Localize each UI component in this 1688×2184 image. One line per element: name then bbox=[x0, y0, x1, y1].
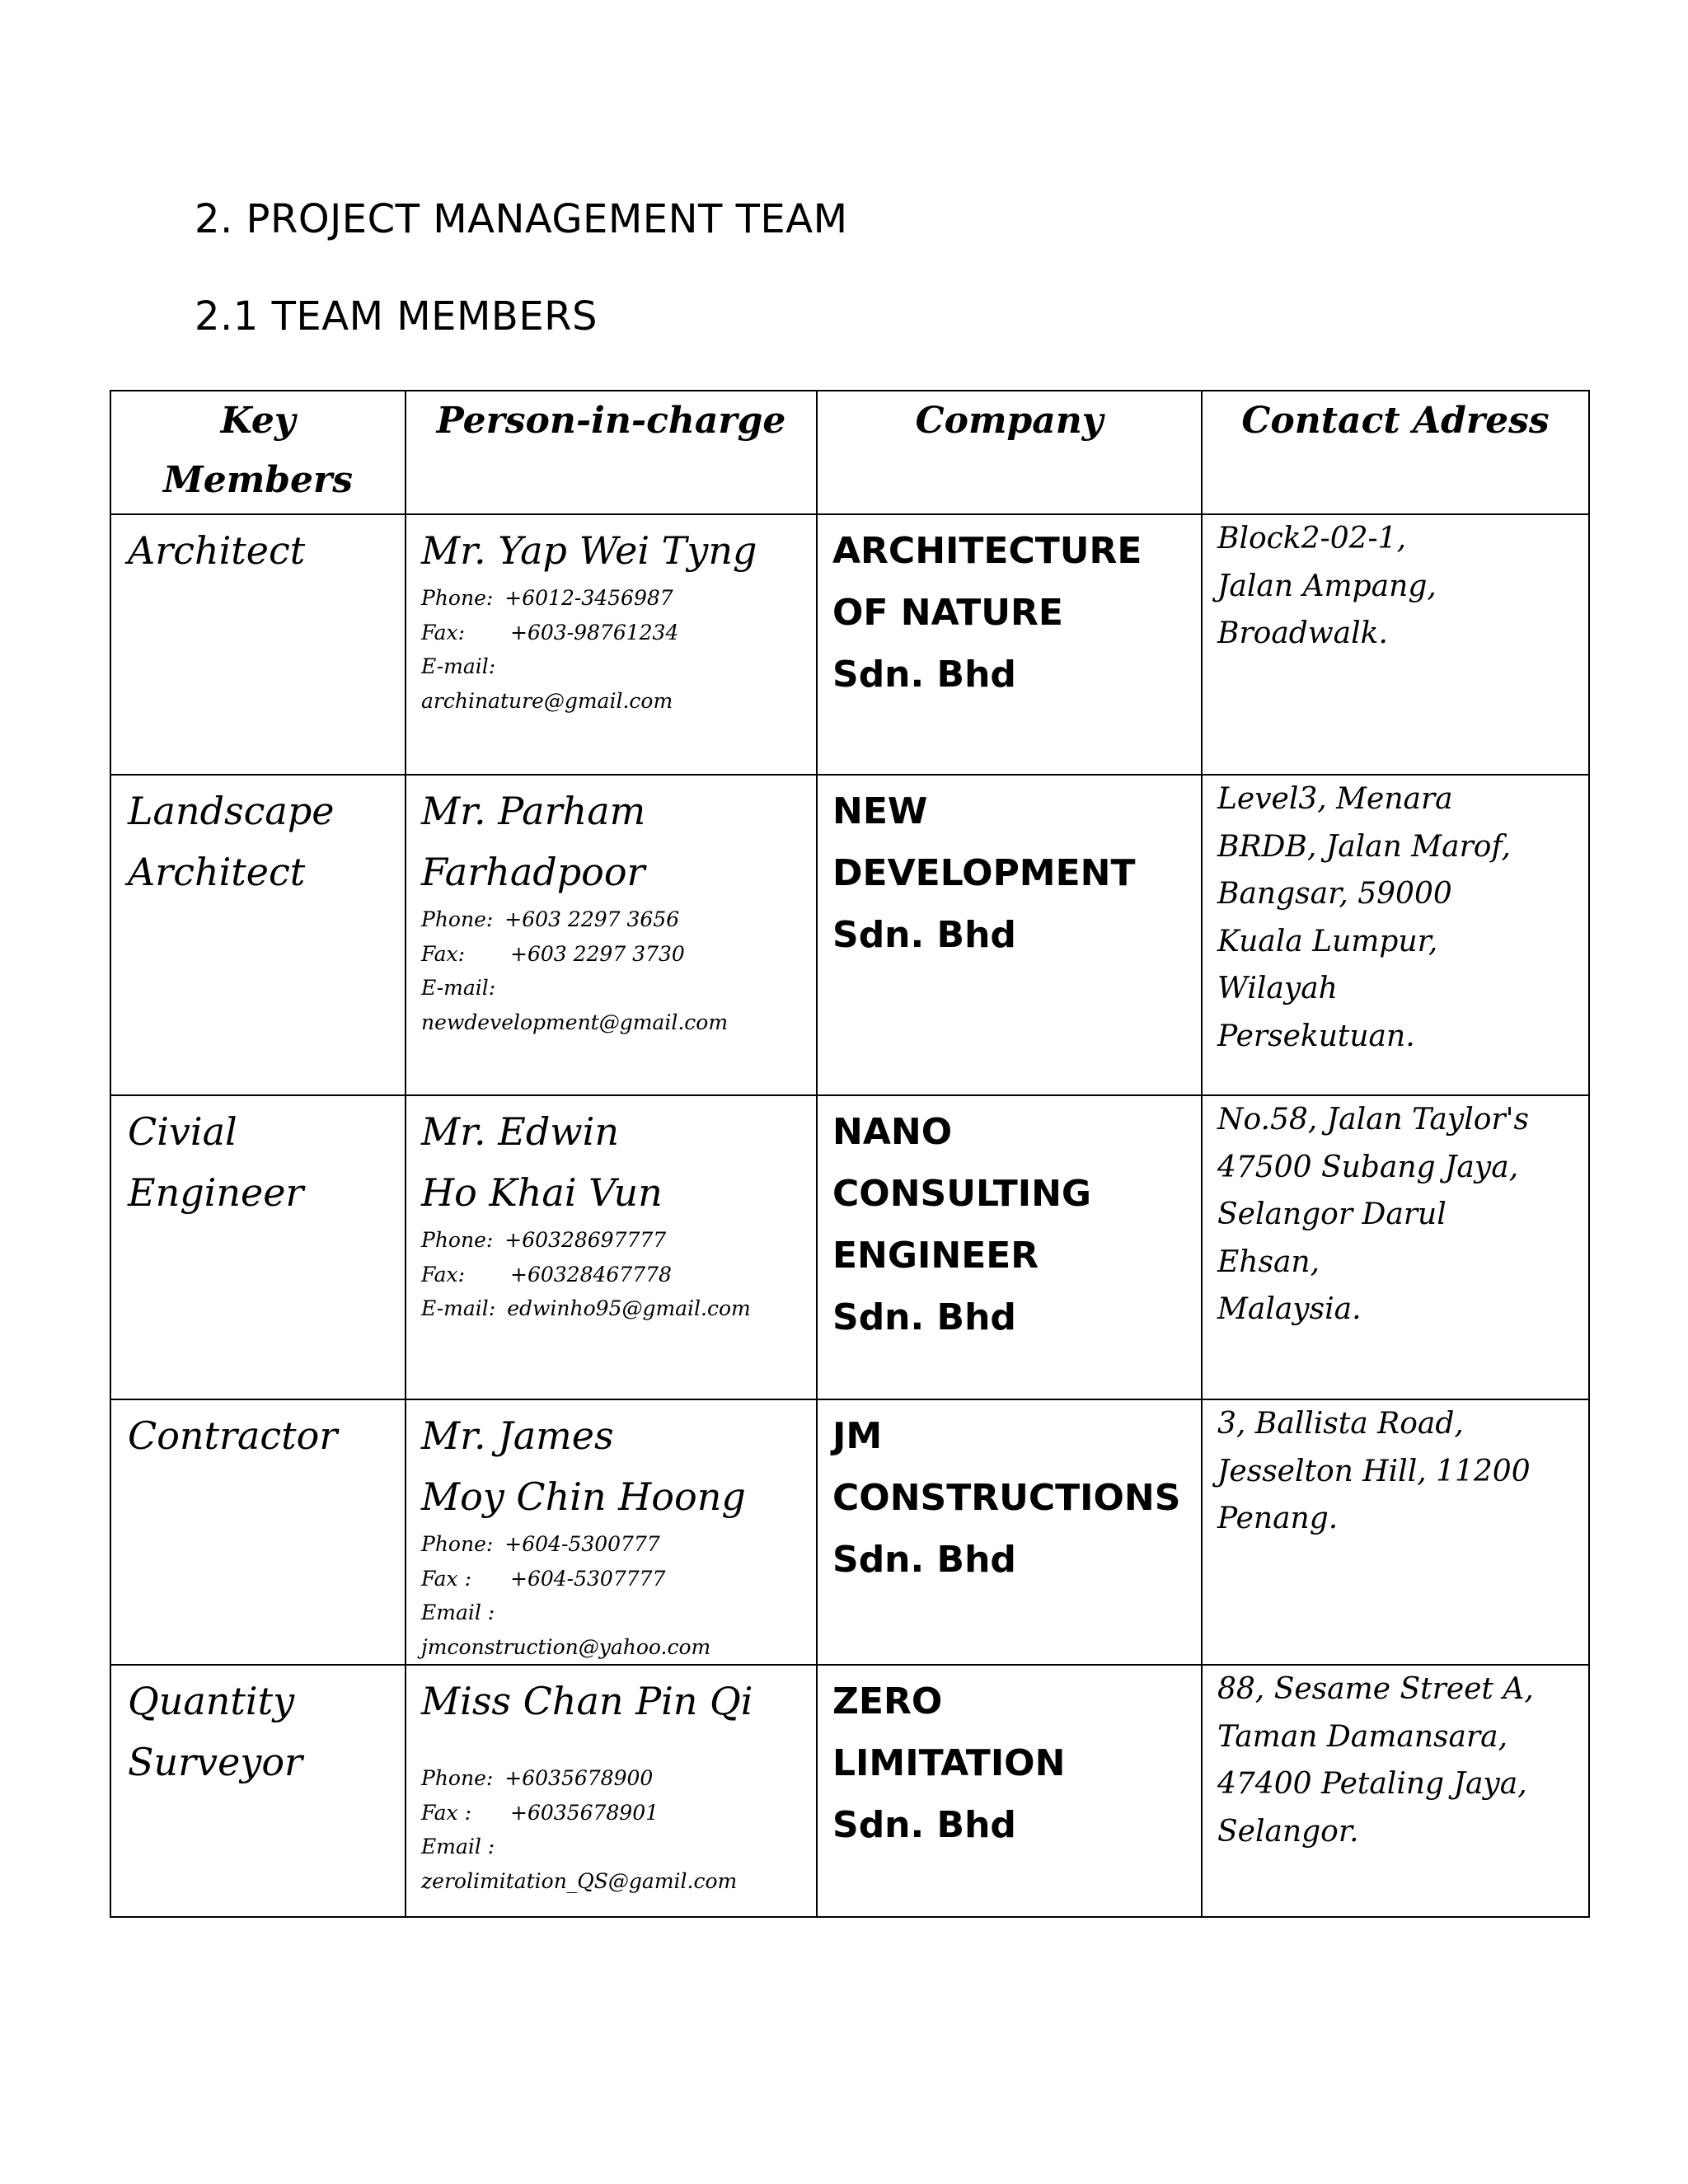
email-value: zerolimitation_QS@gamil.com bbox=[421, 1868, 738, 1893]
company-line: NEW bbox=[832, 790, 928, 832]
fax-line bbox=[421, 937, 809, 972]
company-line: Sdn. Bhd bbox=[832, 1296, 1016, 1338]
company-line: DEVELOPMENT bbox=[832, 852, 1136, 894]
company-line: LIMITATION bbox=[832, 1742, 1066, 1784]
role-line: Contractor bbox=[128, 1413, 338, 1458]
role-cell bbox=[110, 1665, 406, 1917]
role-line: Architect bbox=[128, 528, 306, 573]
phone-label: Phone: bbox=[421, 907, 494, 931]
fax-label: Fax : bbox=[421, 1800, 472, 1825]
fax-value: +603 2297 3730 bbox=[510, 941, 685, 966]
phone-value: +6035678900 bbox=[504, 1766, 654, 1790]
person-name-line: Moy Chin Hoong bbox=[421, 1474, 746, 1519]
role-line: Quantity bbox=[128, 1679, 295, 1723]
company-cell bbox=[817, 1095, 1202, 1399]
header-key-members-line: Key bbox=[220, 400, 296, 442]
address-line: Kuala Lumpur, bbox=[1217, 924, 1438, 958]
fax-line bbox=[421, 1562, 809, 1596]
email-label: E-mail: bbox=[421, 1296, 496, 1320]
person-name-line: Ho Khai Vun bbox=[421, 1170, 663, 1215]
phone-label: Phone: bbox=[421, 1532, 494, 1556]
address-line: Bangsar, 59000 bbox=[1217, 877, 1452, 911]
person-cell bbox=[406, 775, 817, 1095]
company-line: ENGINEER bbox=[832, 1235, 1039, 1277]
person-name-line: Mr. James bbox=[421, 1413, 614, 1458]
role-line: Landscape bbox=[128, 789, 335, 833]
table-row bbox=[110, 1665, 1589, 1917]
address-line: Persekutuan. bbox=[1217, 1019, 1415, 1053]
table-header-row bbox=[110, 391, 1589, 514]
company-line: ZERO bbox=[832, 1680, 943, 1722]
email-line bbox=[421, 1291, 809, 1326]
phone-line bbox=[421, 581, 809, 616]
company-line: JM bbox=[832, 1415, 883, 1457]
person-name-line: Miss Chan Pin Qi bbox=[421, 1679, 753, 1723]
header-key-members bbox=[110, 391, 406, 514]
address-line: Block2-02-1, bbox=[1217, 522, 1407, 555]
header-company bbox=[817, 391, 1202, 514]
fax-value: +603-98761234 bbox=[510, 620, 679, 644]
email-label: Email : bbox=[421, 1835, 495, 1858]
address-line: No.58, Jalan Taylor's bbox=[1217, 1103, 1529, 1137]
email-label: E-mail: bbox=[421, 654, 496, 678]
person-name-line: Farhadpoor bbox=[421, 850, 645, 894]
email-label: E-mail: bbox=[421, 976, 496, 1000]
phone-value: +603 2297 3656 bbox=[504, 907, 680, 931]
role-line: Engineer bbox=[128, 1170, 304, 1215]
role-line: Civial bbox=[128, 1109, 237, 1154]
person-cell bbox=[406, 1095, 817, 1399]
address-line: Level3, Menara bbox=[1217, 782, 1453, 816]
phone-line bbox=[421, 1761, 809, 1796]
address-line: Selangor. bbox=[1217, 1814, 1359, 1849]
address-line: Ehsan, bbox=[1217, 1244, 1320, 1279]
address-line: 3, Ballista Road, bbox=[1217, 1407, 1464, 1441]
fax-label: Fax: bbox=[421, 1262, 466, 1286]
address-line: Selangor Darul bbox=[1217, 1197, 1447, 1231]
phone-value: +60328697777 bbox=[504, 1228, 667, 1252]
fax-line bbox=[421, 1258, 809, 1292]
email-value: archinature@gmail.com bbox=[421, 688, 673, 713]
fax-value: +604-5307777 bbox=[510, 1566, 666, 1591]
company-cell bbox=[817, 1665, 1202, 1917]
header-contact-address-label: Contact Adress bbox=[1241, 400, 1550, 442]
person-cell bbox=[406, 1665, 817, 1917]
person-cell bbox=[406, 514, 817, 775]
address-cell bbox=[1202, 1399, 1589, 1665]
fax-label: Fax: bbox=[421, 941, 466, 966]
company-line: Sdn. Bhd bbox=[832, 914, 1016, 956]
table-row bbox=[110, 514, 1589, 775]
company-line: CONSTRUCTIONS bbox=[832, 1477, 1181, 1519]
address-cell bbox=[1202, 1095, 1589, 1399]
fax-value: +6035678901 bbox=[510, 1800, 659, 1825]
fax-line bbox=[421, 1796, 809, 1830]
header-person-in-charge-label: Person-in-charge bbox=[436, 400, 786, 442]
email-label: Email : bbox=[421, 1601, 495, 1624]
fax-line bbox=[421, 616, 809, 650]
phone-value: +6012-3456987 bbox=[504, 586, 673, 610]
company-cell bbox=[817, 1399, 1202, 1665]
table-row bbox=[110, 775, 1589, 1095]
person-name-line: Mr. Parham bbox=[421, 789, 646, 833]
company-line: Sdn. Bhd bbox=[832, 1539, 1016, 1581]
header-person-in-charge bbox=[406, 391, 817, 514]
address-line: 47400 Petaling Jaya, bbox=[1217, 1767, 1527, 1801]
fax-value: +60328467778 bbox=[510, 1262, 672, 1286]
role-cell bbox=[110, 1095, 406, 1399]
role-cell bbox=[110, 514, 406, 775]
address-line: 47500 Subang Jaya, bbox=[1217, 1150, 1519, 1184]
role-line: Architect bbox=[128, 850, 306, 894]
company-line: ARCHITECTURE bbox=[832, 530, 1142, 572]
fax-label: Fax : bbox=[421, 1566, 472, 1591]
phone-value: +604-5300777 bbox=[504, 1532, 660, 1556]
phone-label: Phone: bbox=[421, 586, 494, 610]
company-line: Sdn. Bhd bbox=[832, 654, 1016, 696]
address-line: 88, Sesame Street A, bbox=[1217, 1672, 1534, 1706]
address-line: Jesselton Hill, 11200 bbox=[1217, 1454, 1531, 1488]
company-line: OF NATURE bbox=[832, 592, 1063, 634]
fax-label: Fax: bbox=[421, 620, 466, 644]
header-key-members-line: Members bbox=[163, 459, 353, 501]
phone-label: Phone: bbox=[421, 1228, 494, 1252]
company-line: Sdn. Bhd bbox=[832, 1804, 1016, 1846]
address-line: BRDB, Jalan Marof, bbox=[1217, 829, 1511, 864]
address-line: Wilayah bbox=[1217, 972, 1338, 1005]
address-cell bbox=[1202, 1665, 1589, 1917]
phone-line bbox=[421, 902, 809, 937]
phone-label: Phone: bbox=[421, 1766, 494, 1790]
company-line: CONSULTING bbox=[832, 1173, 1092, 1215]
phone-line bbox=[421, 1223, 809, 1258]
role-line: Surveyor bbox=[128, 1740, 303, 1784]
address-line: Taman Damansara, bbox=[1217, 1719, 1508, 1754]
role-cell bbox=[110, 1399, 406, 1665]
email-value: newdevelopment@gmail.com bbox=[421, 1010, 729, 1034]
subsection-title: 2.1 TEAM MEMBERS bbox=[195, 293, 598, 340]
address-line: Jalan Ampang, bbox=[1217, 569, 1437, 603]
person-cell bbox=[406, 1399, 817, 1665]
person-name-line: Mr. Edwin bbox=[421, 1109, 620, 1154]
email-value: edwinho95@gmail.com bbox=[507, 1296, 751, 1320]
header-contact-address bbox=[1202, 391, 1589, 514]
email-value: jmconstruction@yahoo.com bbox=[421, 1634, 711, 1659]
address-line: Penang. bbox=[1217, 1502, 1339, 1535]
table-row bbox=[110, 1095, 1589, 1399]
address-cell bbox=[1202, 514, 1589, 775]
address-cell bbox=[1202, 775, 1589, 1095]
role-cell bbox=[110, 775, 406, 1095]
section-title: 2. PROJECT MANAGEMENT TEAM bbox=[195, 196, 848, 242]
table-row bbox=[110, 1399, 1589, 1665]
address-line: Broadwalk. bbox=[1217, 616, 1388, 650]
company-cell bbox=[817, 514, 1202, 775]
person-name-line: Mr. Yap Wei Tyng bbox=[421, 528, 757, 573]
company-cell bbox=[817, 775, 1202, 1095]
phone-line bbox=[421, 1527, 809, 1562]
address-line: Malaysia. bbox=[1217, 1292, 1362, 1326]
header-company-label: Company bbox=[915, 400, 1104, 442]
team-members-table bbox=[110, 390, 1590, 1918]
company-line: NANO bbox=[832, 1111, 953, 1153]
